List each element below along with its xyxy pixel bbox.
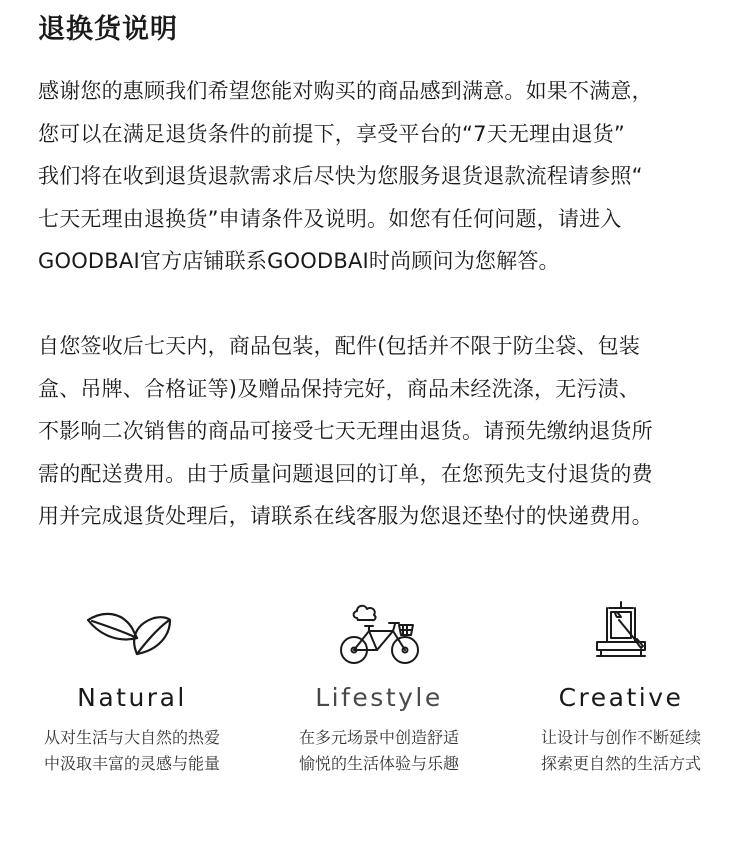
feature-title: Creative xyxy=(558,683,684,712)
paragraph-line: 不影响二次销售的商品可接受七天无理由退货。请预先缴纳退货所 xyxy=(38,419,653,443)
paragraph-line: 盒、吊牌、合格证等)及赠品保持完好，商品未经洗涤，无污渍、 xyxy=(38,376,640,401)
feature-title: Natural xyxy=(77,683,187,712)
leaves-icon xyxy=(82,598,182,668)
paragraph-line: GOODBAI官方店铺联系GOODBAI时尚顾问为您解答。 xyxy=(38,249,560,273)
feature-description xyxy=(259,725,499,777)
paragraph-line: 用并完成退货处理后，请联系在线客服为您退还垫付的快递费用。 xyxy=(38,504,653,528)
description-line: 从对生活与大自然的热爱 xyxy=(43,728,220,747)
brand-features xyxy=(0,598,750,798)
feature-creative xyxy=(501,598,741,777)
return-policy-paragraph xyxy=(38,70,718,283)
paragraph-line: 我们将在收到退货退款需求后尽快为您服务退货退款流程请参照“ xyxy=(38,164,643,188)
paragraph-line: 自您签收后七天内，商品包装，配件(包括并不限于防尘袋、包装 xyxy=(38,334,640,358)
return-conditions-paragraph xyxy=(38,325,718,538)
easel-icon xyxy=(571,598,671,668)
feature-natural xyxy=(12,598,252,777)
feature-lifestyle xyxy=(259,598,499,777)
feature-description xyxy=(501,725,741,777)
paragraph-line: 感谢您的惠顾我们希望您能对购买的商品感到满意。如果不满意， xyxy=(38,79,653,103)
description-line: 让设计与创作不断延续 xyxy=(540,728,701,747)
description-line: 在多元场景中创造舒适 xyxy=(298,728,459,747)
paragraph-line: 需的配送费用。由于质量问题退回的订单，在您预先支付退货的费 xyxy=(38,461,653,486)
description-line: 探索更自然的生活方式 xyxy=(540,754,701,773)
description-line: 中汲取丰富的灵感与能量 xyxy=(43,754,220,773)
description-line: 愉悦的生活体验与乐趣 xyxy=(298,754,459,773)
page-title: 退换货说明 xyxy=(38,14,178,45)
paragraph-line: 您可以在满足退货条件的前提下，享受平台的“7天无理由退货” xyxy=(38,121,625,146)
bicycle-icon xyxy=(329,598,429,668)
feature-title: Lifestyle xyxy=(315,683,443,712)
feature-description xyxy=(12,725,252,777)
paragraph-line: 七天无理由退换货”申请条件及说明。如您有任何问题，请进入 xyxy=(38,206,622,231)
